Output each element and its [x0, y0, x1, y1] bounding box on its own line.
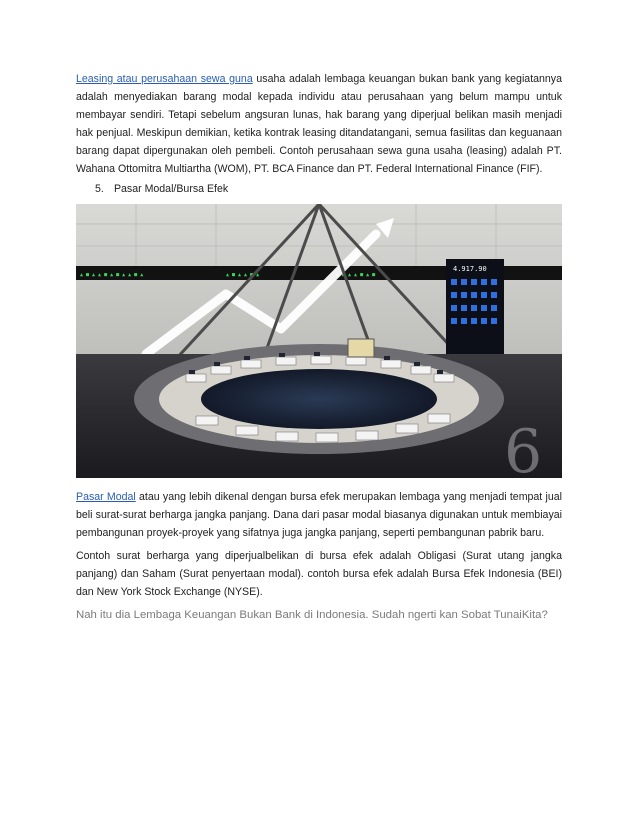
pasar-modal-link[interactable]: Pasar Modal	[76, 491, 136, 503]
paragraph-pasar-modal-text: atau yang lebih dikenal dengan bursa efek merupakan lembaga yang menjadi tempat jual beli surat-surat berharga jangka panjang. Dana dari pasar modal biasanya digunakan untuk membiayai pembangunan proyek-proyek yang sifatnya juga jangka panjang, seperti pembangunan pabrik baru.	[76, 491, 562, 539]
svg-text:▲ ■ ▲ ▲ ■ ▲: ▲ ■ ▲ ▲ ■ ▲	[226, 272, 260, 278]
svg-text:▲ ■ ▲ ▲ ■ ▲ ■ ▲ ▲ ■ ▲: ▲ ■ ▲ ▲ ■ ▲ ■ ▲ ▲ ■ ▲	[80, 272, 144, 278]
paragraph-contoh-surat	[76, 547, 562, 601]
board-value: 4.917.90	[453, 265, 487, 273]
list-label: Pasar Modal/Bursa Efek	[113, 183, 229, 195]
leasing-link[interactable]: Leasing atau perusahaan sewa guna	[76, 73, 253, 85]
paragraph-pasar-modal	[76, 488, 562, 542]
list-number: 5.	[95, 183, 104, 195]
paragraph-leasing-text: usaha adalah lembaga keuangan bukan bank yang kegiatannya adalah menyediakan barang modal kepada individu atau perusahaan yang belum mampu untuk membayar sendiri. Tetapi sebelum angsuran lunas, hak barang yang diperjual belikan masih menjadi hak penjual. Meskipun demikian, ketika kontrak leasing ditandatangani, semua fasilitas dan keguanaan barang dapat dipergunakan oleh pembeli. Contoh perusahaan sewa guna usaha (leasing) adalah PT. Wahana Ottomitra Multiartha (WOM), PT. BCA Finance dan PT. Federal International Finance (FIF).	[76, 73, 563, 175]
list-item-pasar-modal	[95, 182, 228, 196]
svg-text:▲ ■ ▲ ▲ ■ ▲ ■: ▲ ■ ▲ ▲ ■ ▲ ■	[336, 272, 376, 278]
svg-text:6: 6	[504, 417, 543, 478]
paragraph-leasing	[76, 70, 562, 178]
stock-exchange-illustration	[76, 204, 562, 478]
closing-sentence: Nah itu dia Lembaga Keuangan Bukan Bank di Indonesia. Sudah ngerti kan Sobat TunaiKita?	[76, 609, 548, 621]
stock-exchange-photo	[76, 204, 562, 478]
paragraph-contoh-surat-text: Contoh surat berharga yang diperjualbelikan di bursa efek adalah Obligasi (Surat utang jangka panjang) dan Saham (Surat penyertaan modal). contoh bursa efek adalah Bursa Efek Indonesia (BEI) dan New York Stock Exchange (NYSE).	[76, 550, 562, 598]
